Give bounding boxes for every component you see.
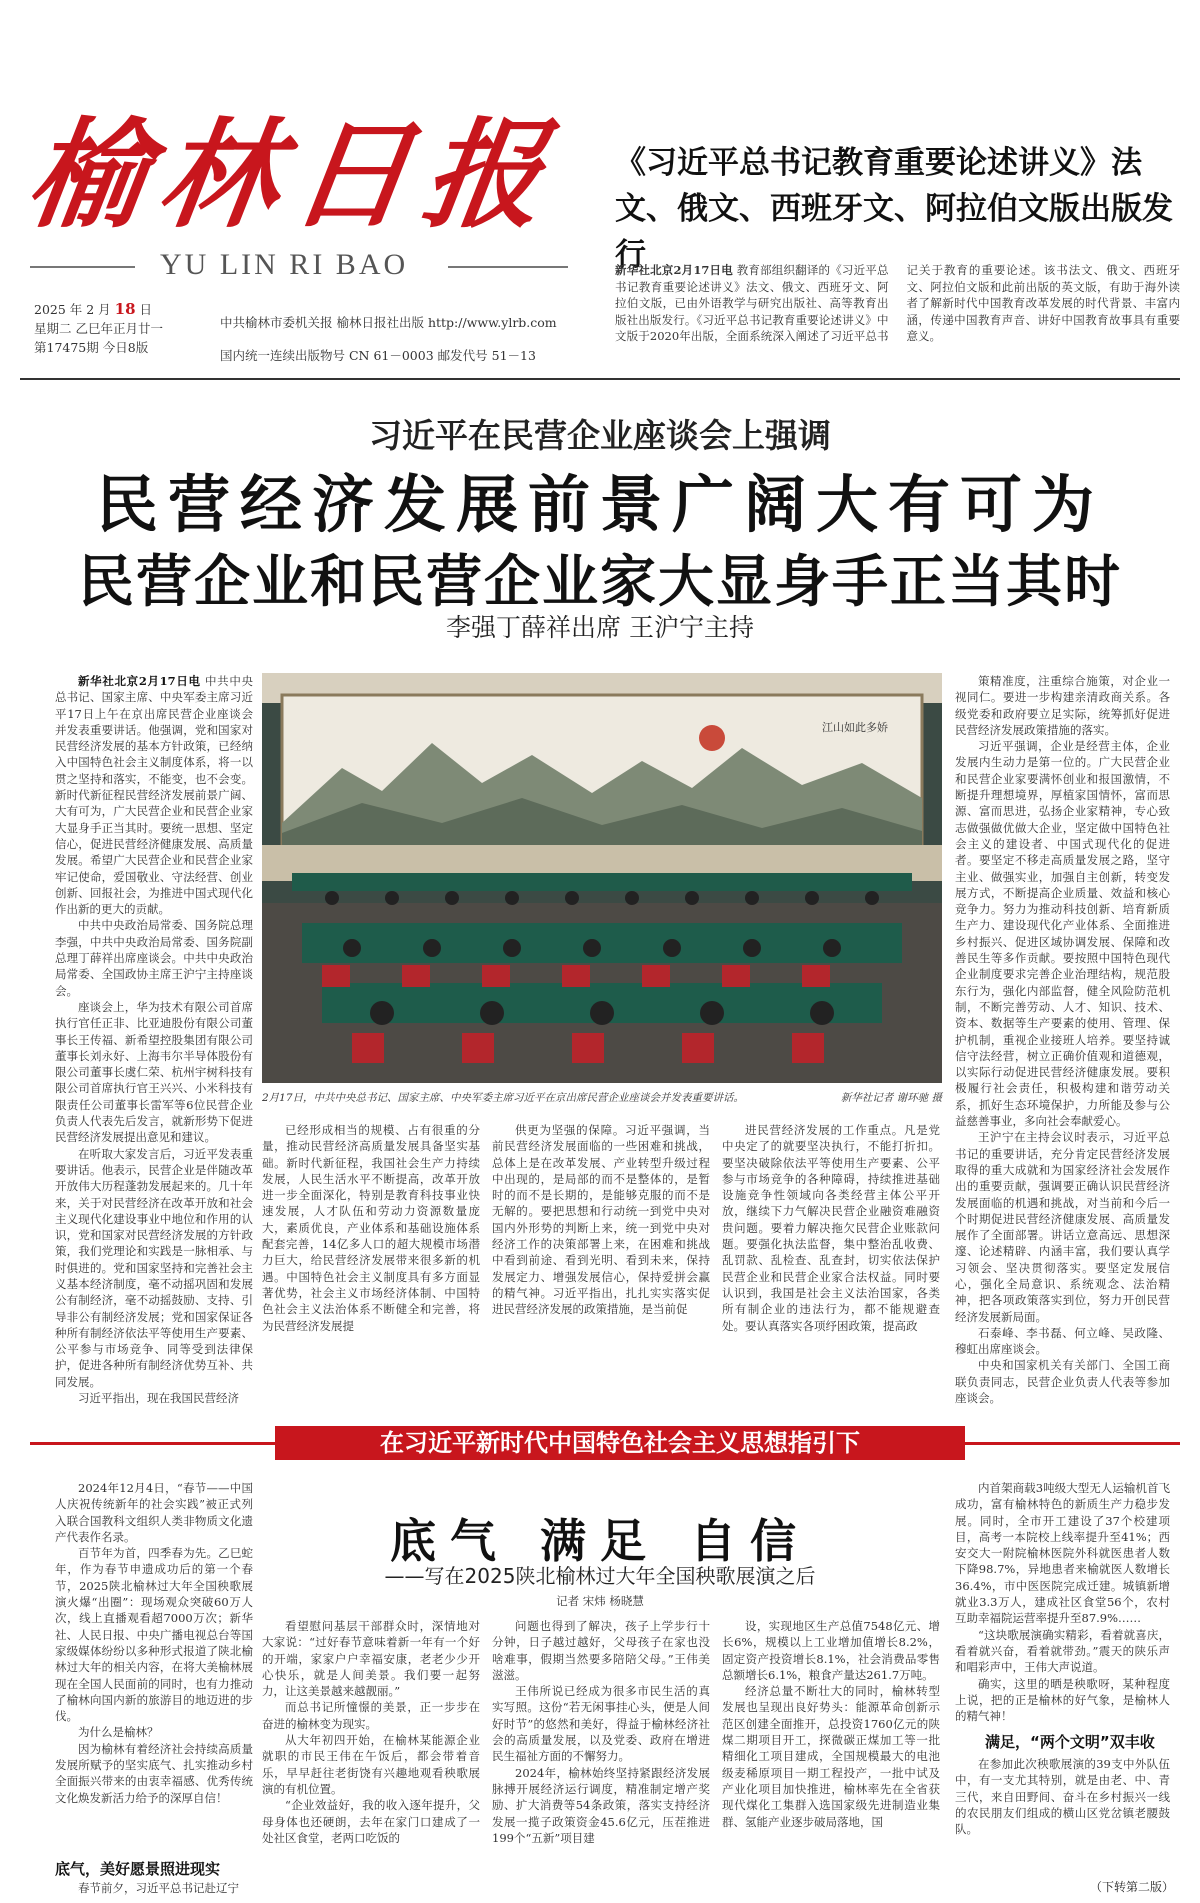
lead-column-1 bbox=[55, 673, 253, 1418]
lead-col1-p5: 习近平指出，现在我国民营经济 bbox=[78, 1391, 239, 1406]
day: 18 bbox=[114, 300, 136, 318]
lead-dateline: 新华社北京2月17日电 bbox=[78, 674, 201, 688]
lead-column-2 bbox=[262, 1122, 480, 1417]
lead-col5-p4: 石泰峰、李书磊、何立峰、吴政隆、穆虹出席座谈会。 bbox=[955, 1325, 1170, 1357]
section-banner bbox=[30, 1426, 1180, 1460]
painting-label: 江山如此多娇 bbox=[822, 721, 888, 734]
feature-col5-p4: 在参加此次秧歌展演的39支中外队伍中，有一支尤其特别，就是由老、中、青三代，来自田野间、奋斗在乡村振兴一线的农民朋友们组成的横山区党岔镇老腰鼓队。 bbox=[955, 1757, 1170, 1837]
feature-col1-p5: 春节前夕，习近平总书记赴辽宁 bbox=[78, 1881, 239, 1895]
lead-col3-text: 供更为坚强的保障。习近平强调，当前民营经济发展面临的一些困难和挑战，总体上是在改革发展、产业转型升级过程中出现的，是局部的而不是整体的，是暂时的而不是长期的，是能够克服的而不是无解的。要把思想和行动统一到党中央对国内外形势的判断上来，统一到党中央对经济工作的决策部署上来，在困难和挑战中看到前途、看到光明、看到未来，保持发展定力、增强发展信心，保持爱拼会赢的精气神。习近平指出，扎扎实实落实促进民营经济发展的政策措施，是当前促 bbox=[492, 1123, 710, 1317]
cn-number: 国内统一连续出版物号 CN 61－0003 邮发代号 51－13 bbox=[220, 348, 536, 363]
continued-note: （下转第二版） bbox=[1090, 1880, 1175, 1894]
feature-col1-p3: 为什么是榆林？ bbox=[78, 1725, 159, 1740]
masthead-divider bbox=[20, 378, 1180, 380]
publication-info bbox=[220, 306, 557, 372]
issue-number: 第17475期 今日8版 bbox=[34, 340, 149, 355]
feature-byline: 记者 宋炜 杨晓慧 bbox=[556, 1594, 644, 1608]
feature-subhead-2: 满足，“两个文明”双丰收 bbox=[985, 1733, 1155, 1751]
feature-col2-p2: 而总书记所憧憬的美景，正一步步在奋进的榆林变为现实。 bbox=[262, 1700, 480, 1731]
date: 2025 年 2 月 bbox=[34, 302, 111, 317]
feature-column-1 bbox=[55, 1480, 253, 1855]
photo-caption bbox=[262, 1090, 942, 1105]
lead-column-4 bbox=[722, 1122, 940, 1417]
weekday: 星期二 乙巳年正月廿一 bbox=[34, 321, 163, 336]
feature-col1-p1: 2024年12月4日，“春节——中国人庆祝传统新年的社会实践”被正式列入联合国教科文组织人类非物质文化遗产代表作名录。 bbox=[55, 1481, 253, 1544]
feature-col3-p2: 王伟所说已经成为很多市民生活的真实写照。这份“若无闲事挂心头，便是人间好时节”的悠然和美好，得益于榆林经济社会的高质量发展，以及党委、政府在增进民生福祉方面的不懈努力。 bbox=[492, 1684, 710, 1764]
lead-col1-p2: 中共中央政治局常委、国务院总理李强，中共中央政治局常委、国务院副总理丁薛祥出席座谈会。中共中央政治局常委、全国政协主席王沪宁主持座谈会。 bbox=[55, 918, 253, 998]
feature-col2-p3: 从大年初四开始，在榆林某能源企业就职的市民王伟在午饭后，都会带着音乐，早早赶往老街饶有兴趣地观看秧歌展演的有机位置。 bbox=[262, 1733, 480, 1796]
feature-title: 底气 满足 自信 bbox=[389, 1514, 811, 1568]
feature-col5-p1: 内首架商载3吨级大型无人运输机首飞成功，富有榆林特色的新质生产力稳步发展。同时，全市开工建设了37个校建项目，高考一本院校上线率提升至41%；西安交大一附院榆林医院外科就医患者人数下降98.7%，异地患者来榆就医人数增长36.4%，市中医医院完成迁建。城镇新增就业3.3万人，建成社区食堂56个，农村互助幸福院运营率提升至87.9%…… bbox=[955, 1481, 1170, 1626]
lead-col5-p3: 王沪宁在主持会议时表示，习近平总书记的重要讲话，充分肯定民营经济发展取得的重大成就和为国家经济社会发展作出的重要贡献，强调要正确认识民营经济发展面临的机遇和挑战，对当前和今后一个时期促进民营经济健康发展、高质量发展作了全面部署。讲话立意高远、思想深邃、论述精辟、内涵丰富，我们要认真学习领会、坚决贯彻落实。要坚定发展信心，强化全局意识、系统观念、法治精神，把各项政策落实到位，努力开创民营经济发展新局面。 bbox=[955, 1130, 1170, 1324]
feature-col5-p2: “这块歌展演确实精彩，看着就喜庆，看着就兴奋，看着就带劲。”震天的陕乐声和唱彩声中，王伟大声说道。 bbox=[955, 1627, 1170, 1675]
day-suffix: 日 bbox=[139, 302, 153, 317]
feature-subtitle: ——写在2025陕北榆林过大年全国秧歌展演之后 bbox=[384, 1564, 816, 1588]
top-story-text: 教育部组织翻译的《习近平总书记教育重要论述讲义》法文、俄文、西班牙文、阿拉伯文版，已由外语教学与研究出版社、高等教育出版社出版发行。《习近平总书记教育重要论述讲义》中文版于2020年出版，全面系统深入阐述了习近平总书记关于教育的重要论述。该书法文、俄文、西班牙文、阿拉伯文版和此前出版的英文版，有助于海外读者了解新时代中国教育改革发展的时代背景、丰富内涵，传递中国教育声音、讲好中国教育故事具有重要意义。 bbox=[615, 263, 1180, 343]
banner-text: 在习近平新时代中国特色社会主义思想指引下 bbox=[275, 1426, 965, 1460]
feature-subhead-1: 底气，美好愿景照进现实 bbox=[55, 1860, 221, 1878]
newspaper-name-en: YU LIN RI BAO bbox=[160, 248, 409, 281]
feature-col3-p3: 2024年，榆林始终坚持紧跟经济发展脉搏开展经济运行调度，精准制定增产奖励、扩大消费等54条政策，落实支持经济发展一揽子政策资金45.6亿元，压茬推进199个“五新”项目建 bbox=[492, 1765, 710, 1845]
lead-headline-2: 民营企业和民营企业家大显身手正当其时 bbox=[78, 550, 1122, 615]
masthead bbox=[18, 70, 570, 330]
lead-col5-p2: 习近平强调，企业是经营主体，企业发展内生动力是第一位的。广大民营企业和民营企业家要满怀创业和报国激情，不断提升理想境界，厚植家国情怀，富而思源、富而思进，弘扬企业家精神，专心致志做强做优做大企业，坚定做中国特色社会主义的建设者、中国式现代化的促进者。要坚定不移走高质量发展之路，坚守主业、做强实业，加强自主创新，转变发展方式，不断提高企业质量、效益和核心竞争力。努力为推动科技创新、培育新质生产力、建设现代化产业体系、全面推进乡村振兴、促进区域协调发展、保障和改善民生等多作贡献。要按照中国特色现代企业制度要求完善企业治理结构，规范股东行为，强化内部监督，健全风险防范机制，不断完善劳动、人才、知识、技术、资本、数据等生产要素的使用、管理、保护机制，重视企业接班人培养。要坚持诚信守法经营，树立正确价值观和道德观，以实际行动促进民营经济健康发展。要积极履行社会责任，积极构建和谐劳动关系，抓好生态环境保护，力所能及参与公益慈善事业，多向社会奉献爱心。 bbox=[955, 739, 1170, 1129]
feature-column-3 bbox=[492, 1618, 710, 1898]
logo-rule-left bbox=[30, 266, 135, 268]
lead-col1-p1: 中共中央总书记、国家主席、中央军委主席习近平17日上午在京出席民营企业座谈会并发表重要讲话。他强调，党和国家对民营经济发展的基本方针政策，已经纳入中国特色社会主义制度体系，将一以贯之坚持和落实，不能变，也不会变。新时代新征程民营经济发展前景广阔、大有可为，广大民营企业和民营企业家大显身手正当其时。要统一思想、坚定信心，促进民营经济健康发展、高质量发展。希望广大民营企业和民营企业家牢记使命，爱国敬业、守法经营、创业创新、回报社会，为推进中国式现代化作出新的更大的贡献。 bbox=[55, 674, 253, 917]
feature-col3-p1: 问题也得到了解决，孩子上学步行十分钟，日子越过越好，父母孩子在家也没啥难事，假期当然要多陪陪父母。”王伟美滋滋。 bbox=[492, 1619, 710, 1682]
lead-column-5 bbox=[955, 673, 1170, 1418]
feature-col5-p3: 确实，这里的晒是秧歌呀，某种程度上说，把的正是榆林的好气象，是榆林人的精气神！ bbox=[955, 1676, 1170, 1724]
feature-col2-p4: “企业效益好，我的收入逐年提升，父母身体也还硬朗，去年在家门口建成了一处社区食堂，老两口吃饭的 bbox=[262, 1798, 480, 1845]
lead-col2-text: 已经形成相当的规模、占有很重的分量，推动民营经济高质量发展具备坚实基础。新时代新征程，我国社会生产力持续发展，人民生活水平不断提高，改革开放进一步全面深化，特别是教育科技事业快速发展，人才队伍和劳动力资源数量庞大，素质优良，产业体系和基础设施体系配套完善，14亿多人口的超大规模市场潜力巨大，给民营经济发展带来很多新的机遇。中国特色社会主义制度具有多方面显著优势，社会主义市场经济体制、中国特色社会主义法治体系不断健全和完善，将为民营经济发展提 bbox=[262, 1123, 480, 1333]
feature-col4-p1: 设，实现地区生产总值7548亿元、增长6%，规模以上工业增加值增长8.2%，固定资产投资增长8.1%，社会消费品零售总额增长6.1%，粮食产量达261.7万吨。 bbox=[722, 1619, 940, 1682]
logo-rule-right bbox=[448, 266, 568, 268]
feature-column-1-tail bbox=[55, 1880, 253, 1898]
lead-headline-1: 民营经济发展前景广阔大有可为 bbox=[95, 468, 1104, 541]
newspaper-logo: 榆林日报 bbox=[18, 105, 567, 244]
lead-photo bbox=[262, 673, 942, 1083]
date-info bbox=[34, 300, 163, 357]
feature-column-2 bbox=[262, 1618, 480, 1898]
feature-col2-p1: 看望慰问基层干部群众时，深情地对大家说：“过好春节意味着新一年有一个好的开端，家家户户幸福安康，老老少少开心快乐，就是人间美景。我们要一起努力，让这美景越来越靓丽。” bbox=[262, 1619, 480, 1699]
lead-col4-text: 进民营经济发展的工作重点。凡是党中央定了的就要坚决执行，不能打折扣。要坚决破除依法平等使用生产要素、公平参与市场竞争的各种障碍，持续推进基础设施竞争性领域向各类经营主体公平开放，继续下力气解决民营企业融资难融资贵问题。要着力解决拖欠民营企业账款问题。要强化执法监督，集中整治乱收费、乱罚款、乱检查、乱查封，切实依法保护民营企业和民营企业家合法权益。同时要认识到，我国是社会主义法治国家，各类所有制企业的违法行为，都不能规避查处。要认真落实各项纾困政策，提高政 bbox=[722, 1123, 940, 1333]
top-story-headline: 《习近平总书记教育重要论述讲义》法文、俄文、西班牙文、阿拉伯文版出版发行 bbox=[615, 145, 1173, 273]
top-story-body bbox=[615, 262, 1180, 345]
lead-col5-p5: 中央和国家机关有关部门、全国工商联负责同志，民营企业负责人代表等参加座谈会。 bbox=[955, 1358, 1170, 1406]
top-story-dateline: 新华社北京2月17日电 bbox=[615, 263, 733, 277]
feature-column-5-tail bbox=[955, 1756, 1170, 1872]
feature-column-4 bbox=[722, 1618, 940, 1898]
publisher: 中共榆林市委机关报 榆林日报社出版 http://www.ylrb.com bbox=[220, 315, 557, 330]
lead-col5-p1: 策精准度，注重综合施策，对企业一视同仁。要进一步构建亲清政商关系。各级党委和政府要立足实际，统筹抓好促进民营经济发展政策措施的落实。 bbox=[955, 674, 1170, 737]
lead-col1-p4: 在听取大家发言后，习近平发表重要讲话。他表示，民营企业是伴随改革开放伟大历程蓬勃发展起来的。几十年来，关于对民营经济在改革开放和社会主义现代化建设事业中地位和作用的认识，党和国家对民营经济发展的方针政策，我们党理论和实践是一脉相承、与时俱进的。党和国家坚持和完善社会主义基本经济制度，毫不动摇巩固和发展公有制经济，毫不动摇鼓励、支持、引导非公有制经济发展；党和国家保证各种所有制经济依法平等使用生产要素、公平参与市场竞争、同等受到法律保护，促进各种所有制经济优势互补、共同发展。 bbox=[55, 1146, 253, 1389]
photo-credit: 新华社记者 谢环驰 摄 bbox=[840, 1092, 942, 1104]
lead-subheadline: 李强丁薛祥出席 王沪宁主持 bbox=[446, 613, 754, 642]
lead-column-3 bbox=[492, 1122, 710, 1417]
feature-column-5 bbox=[955, 1480, 1170, 1726]
feature-col1-p2: 百节年为首，四季春为先。乙巳蛇年，作为春节申遗成功后的第一个春节，2025陕北榆林过大年全国秧歌展演火爆“出圈”：现场观众突破60万人次，线上直播观看超7000万次；新华社、人民日报、中央广播电视总台等国家级媒体纷纷以多种形式报道了陕北榆林过大年的相关内容，在将大美榆林展现在全国人民面前的同时，也有力推动了榆林向国内新的旅游目的地迈进的步伐。 bbox=[55, 1546, 253, 1724]
feature-col1-p4: 因为榆林有着经济社会持续高质量发展所赋予的坚实底气、扎实推动乡村全面振兴带来的由衷幸福感、优秀传统文化焕发新活力给予的深厚自信！ bbox=[55, 1741, 253, 1805]
meeting-photo-illustration bbox=[262, 673, 942, 1083]
feature-col4-p2: 经济总量不断壮大的同时，榆林转型发展也呈现出良好势头：能源革命创新示范区创建全面推开，总投资1760亿元的陕煤二期项目开工，探微碳正煤加工等一批精细化工项目建成，全国规模最大的电池级麦稀原项目一期工程投产，一批中试及产业化项目加快推进，榆林率先在全省获现代煤化工集群入选国家级先进制造业集群、氢能产业逐步破局落地，国 bbox=[722, 1684, 940, 1829]
lead-kicker: 习近平在民营企业座谈会上强调 bbox=[369, 416, 831, 455]
photo-caption-text: 2月17日，中共中央总书记、国家主席、中央军委主席习近平在京出席民营企业座谈会并发表重要讲话。 bbox=[262, 1092, 745, 1104]
lead-col1-p3: 座谈会上，华为技术有限公司首席执行官任正非、比亚迪股份有限公司董事长王传福、新希望控股集团有限公司董事长刘永好、上海韦尔半导体股份有限公司董事长虞仁荣、杭州宇树科技有限公司首席执行官王兴兴、小米科技有限责任公司董事长雷军等6位民营企业负责人代表先后发言，就新形势下促进民营经济发展提出意见和建议。 bbox=[55, 999, 253, 1145]
